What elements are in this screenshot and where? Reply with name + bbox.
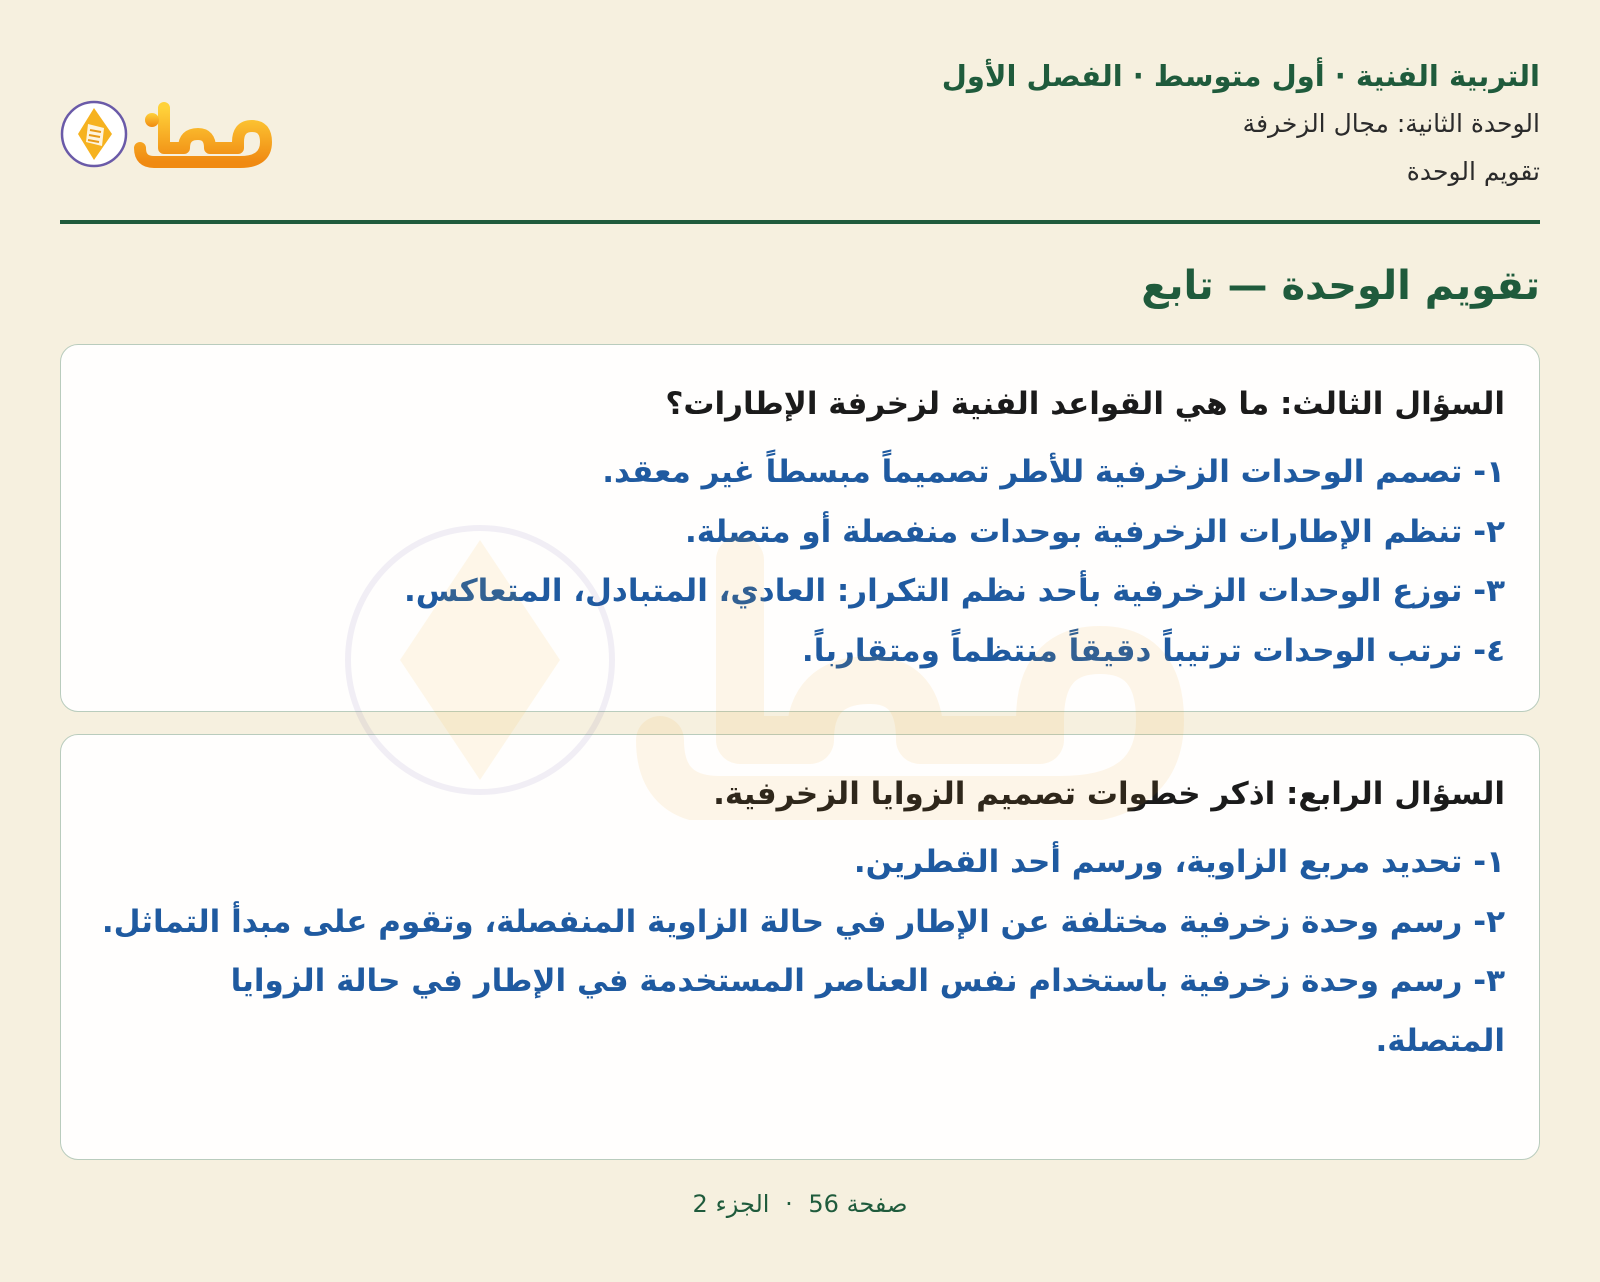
- question-text: السؤال الرابع: اذكر خطوات تصميم الزوايا الزخرفية.: [713, 776, 1505, 812]
- unit-line: الوحدة الثانية: مجال الزخرفة: [1242, 109, 1540, 138]
- answer-list: [95, 443, 1505, 681]
- page-header: [60, 52, 1540, 224]
- header-text: [942, 52, 1540, 192]
- question-card-4: [60, 734, 1540, 1160]
- section-line: تقويم الوحدة: [1406, 157, 1540, 186]
- answer-item: ٣- رسم وحدة زخرفية باستخدام نفس العناصر المستخدمة في الإطار في حالة الزوايا المتصلة.: [230, 963, 1505, 1059]
- hulul-logo-icon: [60, 90, 280, 174]
- page: [60, 0, 1540, 1282]
- separator-dot: ·: [785, 1190, 793, 1218]
- answer-item: ٢- تنظم الإطارات الزخرفية بوحدات منفصلة أو متصلة.: [684, 513, 1505, 550]
- question-card-3: [60, 344, 1540, 712]
- answer-item: ١- تحديد مربع الزاوية، ورسم أحد القطرين.: [853, 844, 1505, 880]
- page-number: صفحة 56: [808, 1190, 908, 1218]
- answer-item: ٢- رسم وحدة زخرفية مختلفة عن الإطار في حالة الزاوية المنفصلة، وتقوم على مبدأ التماثل.: [101, 903, 1505, 940]
- subject-line: التربية الفنية · أول متوسط · الفصل الأول: [941, 59, 1540, 93]
- question-text: السؤال الثالث: ما هي القواعد الفنية لزخرفة الإطارات؟: [665, 386, 1505, 422]
- answer-item: ١- تصمم الوحدات الزخرفية للأطر تصميماً مبسطاً غير معقد.: [602, 454, 1505, 490]
- answer-list: [95, 833, 1505, 1071]
- part-number: الجزء 2: [692, 1190, 770, 1218]
- hulul-logo: [60, 90, 280, 174]
- answer-item: ٣- توزع الوحدات الزخرفية بأحد نظم التكرار: العادي، المتبادل، المتعاكس.: [403, 573, 1505, 609]
- page-title: تقويم الوحدة — تابع: [1141, 263, 1540, 309]
- answer-item: ٤- ترتب الوحدات ترتيباً دقيقاً منتظماً ومتقارباً.: [801, 632, 1505, 669]
- page-footer: [60, 1190, 1540, 1218]
